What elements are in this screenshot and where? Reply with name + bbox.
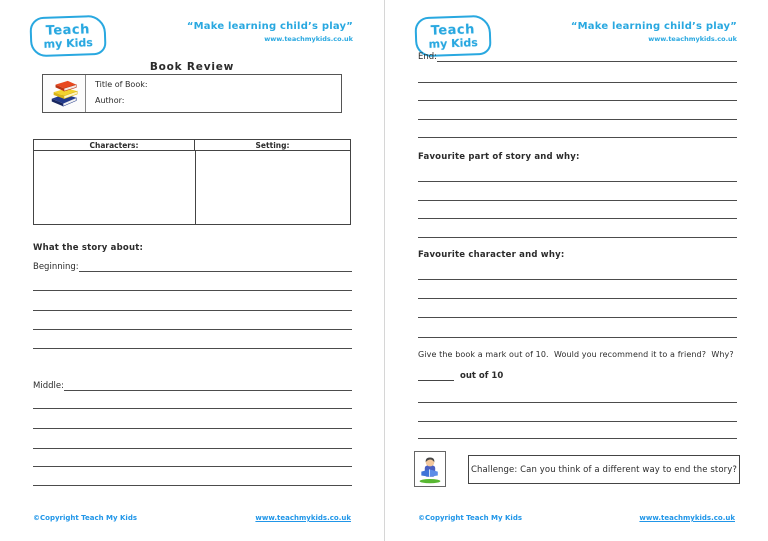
ruled-line [418,100,737,101]
brand-tagline: “Make learning child’s play” [186,21,353,32]
copyright-text: ©Copyright Teach My Kids [418,514,523,522]
ruled-line [418,137,737,138]
middle-label: Middle: [33,380,64,391]
favourite-character-heading: Favourite character and why: [418,250,565,260]
page-footer [33,514,351,522]
table-header-row [34,140,350,151]
mark-out-of-ten-field [418,371,503,381]
end-label: End: [418,51,438,62]
ruled-line [418,279,737,280]
ruled-line [418,200,737,201]
book-info-box [42,74,342,113]
ruled-line [33,310,352,311]
favourite-part-heading: Favourite part of story and why: [418,152,580,162]
books-stack-icon [43,75,86,112]
ruled-line [418,402,737,403]
mark-write-blank [418,372,454,381]
end-write-line [437,51,737,62]
characters-setting-table [33,139,351,225]
ruled-line [33,466,352,467]
beginning-field [33,261,352,272]
ruled-line [33,408,352,409]
ruled-line [33,329,352,330]
footer-url-link[interactable]: www.teachmykids.co.uk [639,514,735,522]
middle-field [33,380,352,391]
brand-tagline: “Make learning child’s play” [570,21,737,32]
copyright-text: ©Copyright Teach My Kids [33,514,138,522]
ruled-line [33,290,352,291]
mark-question: Give the book a mark out of 10. Would you recommend it to a friend? Why? [418,350,734,359]
page-right [384,0,768,541]
ruled-line [418,218,737,219]
title-of-book-label: Title of Book: [95,80,148,89]
brand-logo-text-bottom: my Kids [43,35,94,51]
brand-logo-text-top: Teach [430,21,476,39]
ruled-line [418,181,737,182]
ruled-line [418,237,737,238]
ruled-line [33,428,352,429]
characters-header: Characters: [34,140,195,150]
beginning-label: Beginning: [33,261,79,272]
table-column-divider [195,151,196,224]
ruled-line [33,448,352,449]
author-label: Author: [95,96,125,105]
challenge-text: Challenge: Can you think of a different way to end the story? [470,464,738,475]
ruled-line [418,317,737,318]
ruled-line [418,337,737,338]
ruled-line [418,421,737,422]
brand-logo-text-top: Teach [45,21,91,39]
header-brand-block [571,21,737,43]
ruled-line [33,348,352,349]
ruled-line [418,438,737,439]
brand-url: www.teachmykids.co.uk [648,35,737,43]
footer-url-link[interactable]: www.teachmykids.co.uk [255,514,351,522]
out-of-ten-label: out of 10 [460,371,504,381]
setting-header: Setting: [255,141,290,150]
ruled-line [418,82,737,83]
brand-logo-text-bottom: my Kids [428,35,479,51]
page-title: Book Review [0,55,384,74]
challenge-box [468,455,740,484]
ruled-line [418,119,737,120]
ruled-line [33,485,352,486]
brand-url: www.teachmykids.co.uk [264,35,353,43]
middle-write-line [64,380,352,391]
child-reading-icon [414,451,446,487]
header-brand-block [187,21,353,43]
brand-logo [29,15,106,58]
story-about-heading: What the story about: [33,243,144,253]
ruled-line [418,298,737,299]
book-info-fields [86,75,341,112]
page-footer [418,514,735,522]
beginning-write-line [79,261,352,272]
end-field [418,51,737,62]
